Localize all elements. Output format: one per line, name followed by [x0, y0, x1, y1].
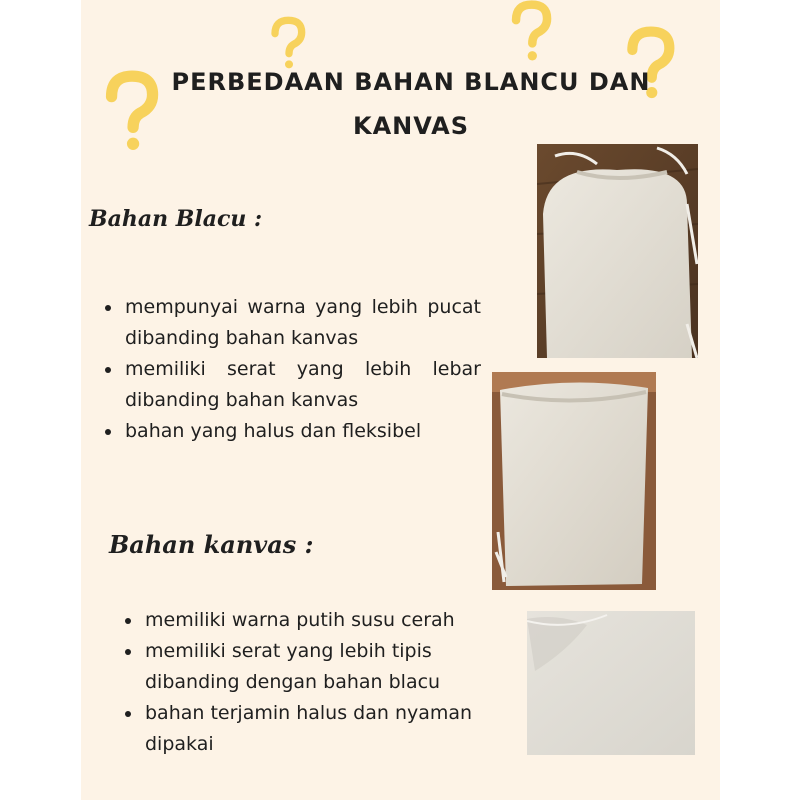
list-item: memiliki warna putih susu cerah — [123, 605, 503, 636]
kanvas-fabric-closeup-photo — [527, 611, 695, 755]
infographic-page — [81, 0, 720, 800]
kanvas-feature-list — [123, 605, 503, 760]
section-heading-blacu: Bahan Blacu : — [89, 206, 263, 232]
blacu-feature-list — [103, 292, 481, 447]
list-item: mempunyai warna yang lebih pucat dibanding bahan kanvas — [103, 292, 481, 354]
page-title: PERBEDAAN BAHAN BLANCU DAN KANVAS — [171, 68, 651, 140]
list-item: bahan terjamin halus dan nyaman dipakai — [123, 698, 503, 760]
blacu-drawstring-bag-photo-1 — [537, 144, 698, 358]
blacu-drawstring-bag-photo-2 — [492, 372, 656, 590]
section-heading-kanvas: Bahan kanvas : — [109, 530, 314, 559]
list-item: bahan yang halus dan fleksibel — [103, 416, 481, 447]
list-item: memiliki serat yang lebih tipis dibanding dengan bahan blacu — [123, 636, 503, 698]
question-mark-icon — [506, 0, 554, 62]
list-item: memiliki serat yang lebih lebar dibanding bahan kanvas — [103, 354, 481, 416]
